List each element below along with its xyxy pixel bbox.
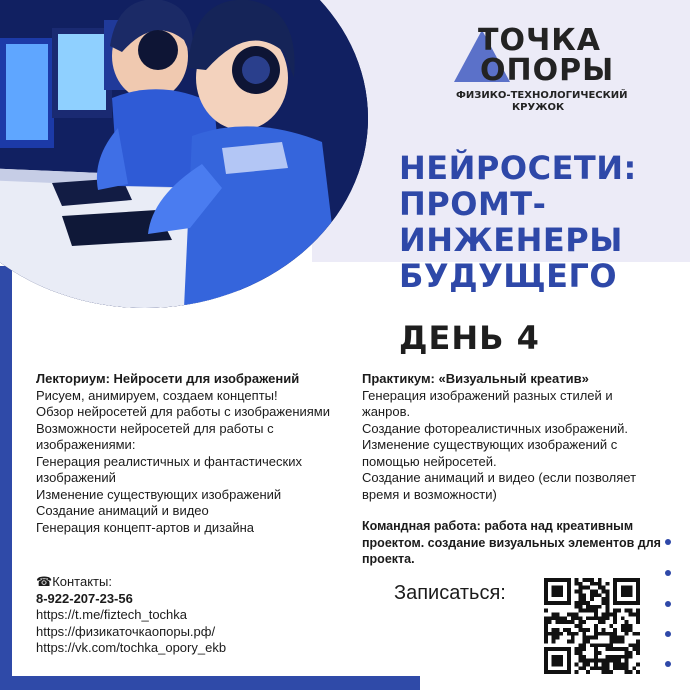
day-label: ДЕНЬ 4	[399, 319, 540, 357]
signup-label: Записаться:	[394, 582, 506, 604]
title-line: ПРОМТ-	[399, 185, 547, 223]
logo-text-line2: ОПОРЫ	[480, 53, 615, 88]
team-work-text: Командная работа: работа над креативным проектом. создание визуальных элементов для проекта.	[362, 519, 661, 566]
practice-item: Создание фотореалистичных изображений.	[362, 420, 629, 436]
lecture-section	[36, 371, 356, 536]
title-line: ИНЖЕНЕРЫ	[399, 221, 623, 259]
title-line: БУДУЩЕГО	[399, 257, 618, 295]
lecture-item: Генерация концепт-артов и дизайна	[36, 519, 255, 535]
logo	[452, 22, 652, 113]
left-accent-bar	[0, 266, 12, 690]
bottom-accent-bar	[12, 676, 420, 690]
contacts-block	[36, 574, 226, 657]
decorative-dots	[663, 538, 673, 678]
practice-section	[362, 371, 662, 503]
contacts-label: ☎Контакты:	[36, 574, 112, 589]
phone-link[interactable]: 8-922-207-23-56	[36, 590, 133, 606]
practice-item: Изменение существующих изображений с помощью нейросетей.	[362, 437, 618, 469]
lecture-item: Обзор нейросетей для работы с изображениями	[36, 404, 331, 419]
qr-code[interactable]	[544, 578, 640, 674]
telegram-link[interactable]: https://t.me/fiztech_tochka	[36, 607, 188, 622]
lecture-item: Создание анимаций и видео	[36, 503, 209, 518]
lecture-item: Возможности нейросетей для работы с изображениями:	[36, 420, 274, 452]
practice-item: Генерация изображений разных стилей и жанров.	[362, 387, 613, 419]
vk-link[interactable]: https://vk.com/tochka_opory_ekb	[36, 640, 227, 655]
logo-subtitle-line1: ФИЗИКО-ТЕХНОЛОГИЧЕСКИЙ	[456, 90, 628, 101]
page-title	[399, 150, 637, 294]
practice-item: Создание анимаций и видео (если позволяет время и возможности)	[362, 470, 637, 502]
practice-heading: Практикум: «Визуальный креатив»	[362, 371, 589, 386]
title-line: НЕЙРОСЕТИ:	[399, 149, 637, 187]
website-link[interactable]: https://физикаточкаопоры.рф/	[36, 623, 216, 639]
lecture-heading: Лекториум: Нейросети для изображений	[36, 371, 300, 386]
logo-subtitle-line2: КРУЖОК	[512, 102, 565, 113]
lecture-item: Генерация реалистичных и фантастических изображений	[36, 453, 302, 485]
logo-text-line1: ТОЧКА	[478, 23, 601, 58]
lecture-item: Рисуем, анимируем, создаем концепты!	[36, 387, 278, 403]
lecture-item: Изменение существующих изображений	[36, 486, 282, 502]
